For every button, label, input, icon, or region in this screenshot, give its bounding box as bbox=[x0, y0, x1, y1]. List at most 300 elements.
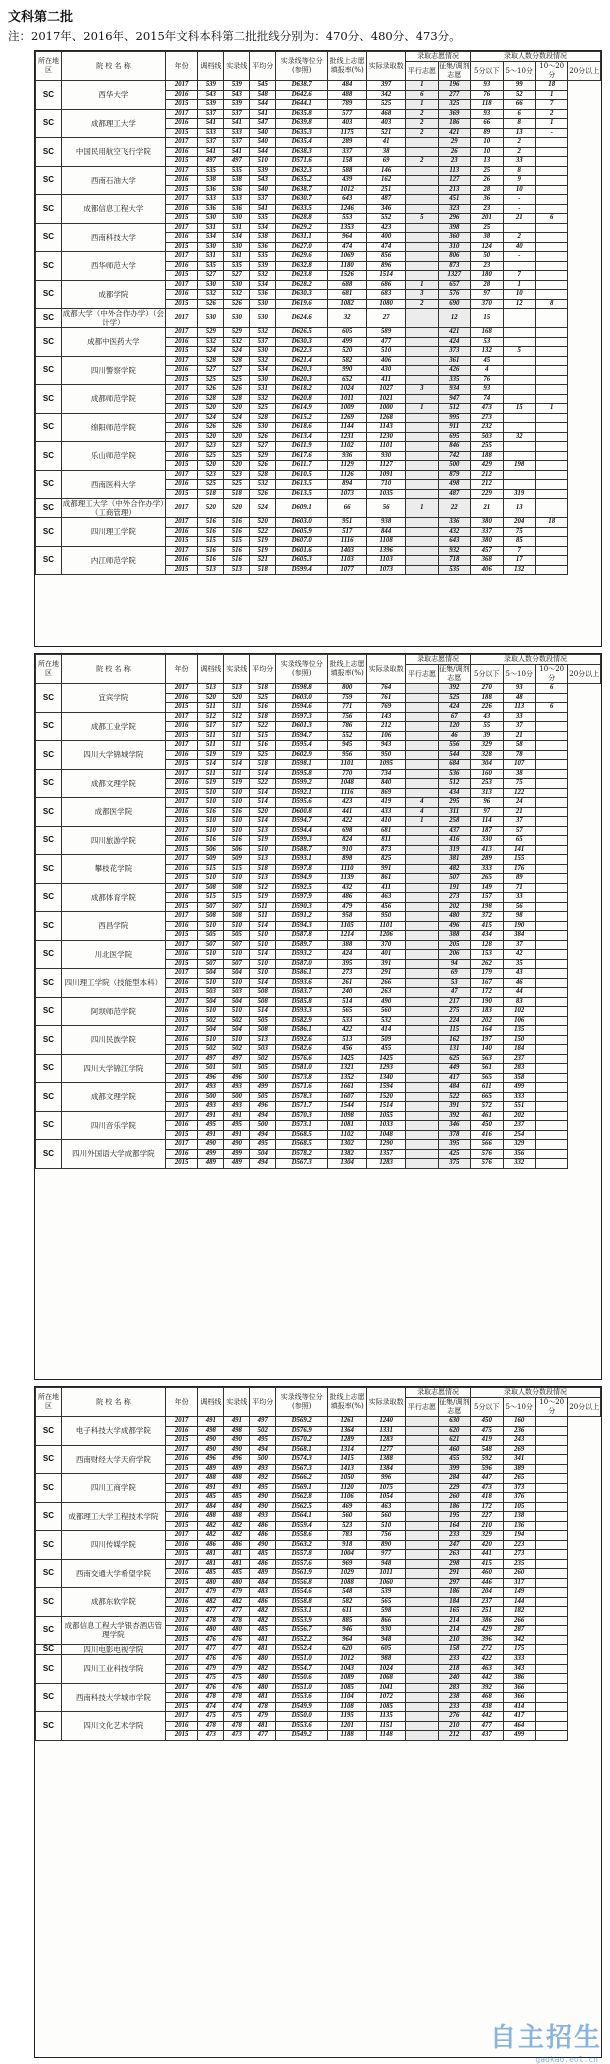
fill-rate-cell: 439 bbox=[328, 176, 367, 186]
actual-enrolled-cell: 1054 bbox=[367, 1493, 406, 1503]
fill-rate-cell: 894 bbox=[328, 480, 367, 490]
count-10-20-cell bbox=[535, 1607, 567, 1617]
count-below-5-cell: 576 bbox=[471, 1149, 503, 1159]
tiaodang-line-cell: 491 bbox=[198, 1483, 224, 1493]
count-below-5-cell: 548 bbox=[471, 1445, 503, 1455]
average-score-cell: 502 bbox=[250, 1054, 276, 1064]
count-10-20-cell bbox=[535, 461, 567, 471]
year-cell: 2015 bbox=[165, 299, 197, 309]
count-below-5-cell: 227 bbox=[471, 1512, 503, 1522]
solicit-volunteer-cell: 947 bbox=[438, 394, 470, 404]
shilu-line-cell: 507 bbox=[224, 940, 250, 950]
solicit-volunteer-cell: 115 bbox=[438, 1026, 470, 1036]
count-10-20-cell: 1 bbox=[535, 119, 567, 129]
header-parallel: 平行志愿 bbox=[406, 62, 438, 81]
tiaodang-line-cell: 477 bbox=[198, 1645, 224, 1655]
parallel-volunteer-cell bbox=[406, 1064, 438, 1074]
average-score-cell: 537 bbox=[250, 195, 276, 205]
parallel-volunteer-cell bbox=[406, 940, 438, 950]
count-5-10-cell: 42 bbox=[503, 950, 535, 960]
equivalent-score-cell: D628.2 bbox=[276, 280, 328, 290]
tiaodang-line-cell: 526 bbox=[198, 385, 224, 395]
count-below-5-cell: 164 bbox=[471, 1026, 503, 1036]
shilu-line-cell: 510 bbox=[224, 788, 250, 798]
count-5-10-cell: 99 bbox=[503, 81, 535, 91]
equivalent-score-cell: D573.8 bbox=[276, 1073, 328, 1083]
region-cell: SC bbox=[36, 1417, 62, 1446]
shilu-line-cell: 511 bbox=[224, 741, 250, 751]
count-below-5-cell: 28 bbox=[471, 280, 503, 290]
average-score-cell: 494 bbox=[250, 1445, 276, 1455]
shilu-line-cell: 511 bbox=[224, 731, 250, 741]
parallel-volunteer-cell bbox=[406, 1626, 438, 1636]
count-10-20-cell bbox=[535, 1597, 567, 1607]
shilu-line-cell: 508 bbox=[224, 883, 250, 893]
year-cell: 2016 bbox=[165, 90, 197, 100]
count-10-20-cell bbox=[535, 480, 567, 490]
year-cell: 2017 bbox=[165, 1655, 197, 1665]
count-10-20-cell bbox=[535, 527, 567, 537]
header-distribution-group: 录取人数分数段情况 bbox=[471, 655, 601, 665]
year-cell: 2017 bbox=[165, 826, 197, 836]
year-cell: 2015 bbox=[165, 731, 197, 741]
parallel-volunteer-cell bbox=[406, 366, 438, 376]
shilu-line-cell: 517 bbox=[224, 722, 250, 732]
equivalent-score-cell: D620.3 bbox=[276, 375, 328, 385]
year-cell: 2016 bbox=[165, 836, 197, 846]
tiaodang-line-cell: 485 bbox=[198, 1569, 224, 1579]
count-10-20-cell bbox=[535, 893, 567, 903]
parallel-volunteer-cell bbox=[406, 1436, 438, 1446]
tiaodang-line-cell: 536 bbox=[198, 185, 224, 195]
equivalent-score-cell: D594.3 bbox=[276, 921, 328, 931]
fill-rate-cell: 520 bbox=[328, 347, 367, 357]
count-5-10-cell: 341 bbox=[503, 1455, 535, 1465]
count-10-20-cell bbox=[535, 693, 567, 703]
tiaodang-line-cell: 517 bbox=[198, 722, 224, 732]
average-score-cell: 500 bbox=[250, 1455, 276, 1465]
shilu-line-cell: 508 bbox=[224, 912, 250, 922]
shilu-line-cell: 531 bbox=[224, 223, 250, 233]
actual-enrolled-cell: 1068 bbox=[367, 1674, 406, 1684]
actual-enrolled-cell: 291 bbox=[367, 969, 406, 979]
average-score-cell: 518 bbox=[250, 760, 276, 770]
solicit-volunteer-cell: 421 bbox=[438, 328, 470, 338]
header-actual-enrolled: 实际录取数 bbox=[367, 52, 406, 81]
shilu-line-cell: 477 bbox=[224, 1645, 250, 1655]
fill-rate-cell: 1029 bbox=[328, 1569, 367, 1579]
parallel-volunteer-cell bbox=[406, 527, 438, 537]
equivalent-score-cell: D629.6 bbox=[276, 252, 328, 262]
equivalent-score-cell: D594.6 bbox=[276, 703, 328, 713]
fill-rate-cell: 499 bbox=[328, 337, 367, 347]
average-score-cell: 481 bbox=[250, 1721, 276, 1731]
tiaodang-line-cell: 476 bbox=[198, 1635, 224, 1645]
count-10-20-cell bbox=[535, 1655, 567, 1665]
shilu-line-cell: 515 bbox=[224, 864, 250, 874]
fill-rate-cell: 1081 bbox=[328, 1121, 367, 1131]
average-score-cell: 514 bbox=[250, 769, 276, 779]
shilu-line-cell: 490 bbox=[224, 1445, 250, 1455]
count-5-10-cell: 33 bbox=[503, 893, 535, 903]
fill-rate-cell: 652 bbox=[328, 375, 367, 385]
count-below-5-cell: 429 bbox=[471, 1626, 503, 1636]
count-10-20-cell bbox=[535, 1588, 567, 1598]
average-score-cell: 513 bbox=[250, 874, 276, 884]
equivalent-score-cell: D632.3 bbox=[276, 166, 328, 176]
average-score-cell: 515 bbox=[250, 731, 276, 741]
shilu-line-cell: 516 bbox=[224, 518, 250, 528]
solicit-volunteer-cell: 260 bbox=[438, 1493, 470, 1503]
solicit-volunteer-cell: 455 bbox=[438, 1455, 470, 1465]
count-5-10-cell: 132 bbox=[503, 565, 535, 575]
count-10-20-cell bbox=[535, 423, 567, 433]
equivalent-score-cell: D590.3 bbox=[276, 902, 328, 912]
count-below-5-cell: 477 bbox=[471, 1721, 503, 1731]
actual-enrolled-cell: 1035 bbox=[367, 489, 406, 499]
table-row bbox=[36, 1616, 601, 1626]
count-5-10-cell bbox=[503, 261, 535, 271]
count-below-5-cell: 50 bbox=[471, 252, 503, 262]
count-below-5-cell: 10 bbox=[471, 138, 503, 148]
actual-enrolled-cell: 162 bbox=[367, 176, 406, 186]
solicit-volunteer-cell: 165 bbox=[438, 1607, 470, 1617]
actual-enrolled-cell: 1085 bbox=[367, 1702, 406, 1712]
average-score-cell: 495 bbox=[250, 1140, 276, 1150]
parallel-volunteer-cell bbox=[406, 233, 438, 243]
count-below-5-cell: 457 bbox=[471, 546, 503, 556]
average-score-cell: 534 bbox=[250, 366, 276, 376]
average-score-cell: 510 bbox=[250, 940, 276, 950]
count-5-10-cell: 13 bbox=[503, 128, 535, 138]
equivalent-score-cell: D552.4 bbox=[276, 1645, 328, 1655]
region-cell: SC bbox=[36, 1616, 62, 1645]
shilu-line-cell: 491 bbox=[224, 1130, 250, 1140]
count-10-20-cell bbox=[535, 1712, 567, 1722]
tiaodang-line-cell: 475 bbox=[198, 1712, 224, 1722]
shilu-line-cell: 506 bbox=[224, 845, 250, 855]
count-below-5-cell: 442 bbox=[471, 1674, 503, 1684]
parallel-volunteer-cell: 5 bbox=[406, 214, 438, 224]
shilu-line-cell: 489 bbox=[224, 1464, 250, 1474]
actual-enrolled-cell: 1060 bbox=[367, 1578, 406, 1588]
shilu-line-cell: 484 bbox=[224, 1502, 250, 1512]
count-below-5-cell: 380 bbox=[471, 537, 503, 547]
count-10-20-cell bbox=[535, 836, 567, 846]
solicit-volunteer-cell: 23 bbox=[438, 157, 470, 167]
fill-rate-cell: 474 bbox=[328, 242, 367, 252]
equivalent-score-cell: D592.5 bbox=[276, 883, 328, 893]
tiaodang-line-cell: 543 bbox=[198, 90, 224, 100]
fill-rate-cell: 1012 bbox=[328, 1655, 367, 1665]
parallel-volunteer-cell bbox=[406, 997, 438, 1007]
count-below-5-cell: 229 bbox=[471, 489, 503, 499]
header-region: 所在地区 bbox=[36, 655, 62, 684]
count-below-5-cell: 565 bbox=[471, 1073, 503, 1083]
header-parallel: 平行志愿 bbox=[406, 665, 438, 684]
equivalent-score-cell: D562.5 bbox=[276, 1502, 328, 1512]
count-below-5-cell: 93 bbox=[471, 81, 503, 91]
header-5-10: 5～10分 bbox=[503, 665, 535, 684]
actual-enrolled-cell: 1277 bbox=[367, 1445, 406, 1455]
header-shilu: 实录线 bbox=[224, 655, 250, 684]
actual-enrolled-cell: 414 bbox=[367, 1026, 406, 1036]
school-name: 四川理工学院 bbox=[61, 518, 165, 547]
parallel-volunteer-cell bbox=[406, 185, 438, 195]
count-below-5-cell: 89 bbox=[471, 128, 503, 138]
fill-rate-cell: 1304 bbox=[328, 1159, 367, 1169]
fill-rate-cell: 771 bbox=[328, 703, 367, 713]
solicit-volunteer-cell: 191 bbox=[438, 883, 470, 893]
region-cell: SC bbox=[36, 940, 62, 969]
year-cell: 2017 bbox=[165, 1616, 197, 1626]
solicit-volunteer-cell: 361 bbox=[438, 356, 470, 366]
shilu-line-cell: 473 bbox=[224, 1731, 250, 1741]
equivalent-score-cell: D558.6 bbox=[276, 1531, 328, 1541]
equivalent-score-cell: D571.6 bbox=[276, 1083, 328, 1093]
school-name: 西南医科大学 bbox=[61, 470, 165, 499]
actual-enrolled-cell: 1283 bbox=[367, 1159, 406, 1169]
fill-rate-cell: 1403 bbox=[328, 546, 367, 556]
year-cell: 2017 bbox=[165, 798, 197, 808]
fill-rate-cell: 910 bbox=[328, 845, 367, 855]
tiaodang-line-cell: 488 bbox=[198, 1512, 224, 1522]
equivalent-score-cell: D562.8 bbox=[276, 1493, 328, 1503]
fill-rate-cell: 388 bbox=[328, 940, 367, 950]
count-5-10-cell: 283 bbox=[503, 1064, 535, 1074]
region-cell: SC bbox=[36, 546, 62, 575]
actual-enrolled-cell: 1041 bbox=[367, 1683, 406, 1693]
count-5-10-cell: 46 bbox=[503, 978, 535, 988]
year-cell: 2016 bbox=[165, 807, 197, 817]
average-score-cell: 532 bbox=[250, 480, 276, 490]
table-row bbox=[36, 712, 601, 722]
school-name: 成都文理学院 bbox=[61, 1083, 165, 1112]
parallel-volunteer-cell: 2 bbox=[406, 157, 438, 167]
count-below-5-cell: 197 bbox=[471, 1035, 503, 1045]
actual-enrolled-cell: 401 bbox=[367, 950, 406, 960]
count-5-10-cell bbox=[503, 337, 535, 347]
shilu-line-cell: 485 bbox=[224, 1569, 250, 1579]
shilu-line-cell: 490 bbox=[224, 1436, 250, 1446]
fill-rate-cell: 946 bbox=[328, 1626, 367, 1636]
shilu-line-cell: 534 bbox=[224, 233, 250, 243]
equivalent-score-cell: D587.0 bbox=[276, 959, 328, 969]
year-cell: 2015 bbox=[165, 1521, 197, 1531]
year-cell: 2016 bbox=[165, 1569, 197, 1579]
count-below-5-cell: 124 bbox=[471, 242, 503, 252]
fill-rate-cell: 824 bbox=[328, 836, 367, 846]
count-10-20-cell bbox=[535, 252, 567, 262]
fill-rate-cell: 1069 bbox=[328, 252, 367, 262]
count-5-10-cell: 122 bbox=[503, 788, 535, 798]
actual-enrolled-cell: 764 bbox=[367, 684, 406, 694]
equivalent-score-cell: D564.1 bbox=[276, 1512, 328, 1522]
count-5-10-cell: 6 bbox=[503, 109, 535, 119]
actual-enrolled-cell: 1148 bbox=[367, 1731, 406, 1741]
year-cell: 2017 bbox=[165, 1645, 197, 1655]
school-name: 成都体育学院 bbox=[61, 883, 165, 912]
tiaodang-line-cell: 505 bbox=[198, 931, 224, 941]
header-fill-rate: 批线上志愿填报率(%) bbox=[328, 655, 367, 684]
average-score-cell: 544 bbox=[250, 100, 276, 110]
solicit-volunteer-cell: 879 bbox=[438, 470, 470, 480]
shilu-line-cell: 478 bbox=[224, 1616, 250, 1626]
year-cell: 2017 bbox=[165, 166, 197, 176]
fill-rate-cell: 403 bbox=[328, 119, 367, 129]
fill-rate-cell: 1195 bbox=[328, 1712, 367, 1722]
shilu-line-cell: 488 bbox=[224, 1512, 250, 1522]
average-score-cell: 480 bbox=[250, 1674, 276, 1684]
tiaodang-line-cell: 502 bbox=[198, 1045, 224, 1055]
school-name: 阿坝师范学院 bbox=[61, 997, 165, 1026]
count-5-10-cell: 373 bbox=[503, 1483, 535, 1493]
actual-enrolled-cell: 950 bbox=[367, 750, 406, 760]
average-score-cell: 530 bbox=[250, 423, 276, 433]
shilu-line-cell: 536 bbox=[224, 204, 250, 214]
tiaodang-line-cell: 513 bbox=[198, 565, 224, 575]
fill-rate-cell: 1353 bbox=[328, 223, 367, 233]
count-below-5-cell: 576 bbox=[471, 1159, 503, 1169]
equivalent-score-cell: D569.2 bbox=[276, 1417, 328, 1427]
solicit-volunteer-cell: 437 bbox=[438, 826, 470, 836]
count-10-20-cell bbox=[535, 969, 567, 979]
tiaodang-line-cell: 538 bbox=[198, 176, 224, 186]
fill-rate-cell: 1077 bbox=[328, 565, 367, 575]
count-10-20-cell bbox=[535, 826, 567, 836]
count-10-20-cell bbox=[535, 385, 567, 395]
solicit-volunteer-cell: 482 bbox=[438, 864, 470, 874]
parallel-volunteer-cell bbox=[406, 423, 438, 433]
actual-enrolled-cell: 1072 bbox=[367, 1693, 406, 1703]
tiaodang-line-cell: 514 bbox=[198, 760, 224, 770]
shilu-line-cell: 523 bbox=[224, 442, 250, 452]
solicit-volunteer-cell: 113 bbox=[438, 166, 470, 176]
average-score-cell: 525 bbox=[250, 750, 276, 760]
fill-rate-cell: 1144 bbox=[328, 423, 367, 433]
school-name: 宜宾学院 bbox=[61, 684, 165, 713]
parallel-volunteer-cell: 2 bbox=[406, 128, 438, 138]
equivalent-score-cell: D630.3 bbox=[276, 337, 328, 347]
equivalent-score-cell: D576.6 bbox=[276, 1054, 328, 1064]
region-cell: SC bbox=[36, 1588, 62, 1617]
table-row bbox=[36, 1502, 601, 1512]
fill-rate-cell: 945 bbox=[328, 741, 367, 751]
table-row bbox=[36, 546, 601, 556]
equivalent-score-cell: D593.6 bbox=[276, 978, 328, 988]
school-name: 乐山师范学院 bbox=[61, 442, 165, 471]
actual-enrolled-cell: 1283 bbox=[367, 1436, 406, 1446]
count-below-5-cell: 370 bbox=[471, 299, 503, 309]
school-name: 成都师范学院 bbox=[61, 385, 165, 414]
actual-enrolled-cell: 1033 bbox=[367, 1121, 406, 1131]
solicit-volunteer-cell: 657 bbox=[438, 280, 470, 290]
shilu-line-cell: 499 bbox=[224, 1149, 250, 1159]
count-below-5-cell: 473 bbox=[471, 1483, 503, 1493]
year-cell: 2016 bbox=[165, 1064, 197, 1074]
average-score-cell: 494 bbox=[250, 1130, 276, 1140]
parallel-volunteer-cell bbox=[406, 1054, 438, 1064]
tiaodang-line-cell: 510 bbox=[198, 950, 224, 960]
tiaodang-line-cell: 493 bbox=[198, 1102, 224, 1112]
count-below-5-cell: 429 bbox=[471, 461, 503, 471]
table-row bbox=[36, 356, 601, 366]
count-10-20-cell bbox=[535, 731, 567, 741]
shilu-line-cell: 507 bbox=[224, 959, 250, 969]
solicit-volunteer-cell: 46 bbox=[438, 731, 470, 741]
parallel-volunteer-cell: 1 bbox=[406, 404, 438, 414]
year-cell: 2017 bbox=[165, 328, 197, 338]
year-cell: 2016 bbox=[165, 1693, 197, 1703]
count-below-5-cell: 66 bbox=[471, 119, 503, 129]
solicit-volunteer-cell: 360 bbox=[438, 233, 470, 243]
header-5-10: 5～10分 bbox=[503, 62, 535, 81]
equivalent-score-cell: D605.3 bbox=[276, 556, 328, 566]
average-score-cell: 490 bbox=[250, 1493, 276, 1503]
tiaodang-line-cell: 541 bbox=[198, 147, 224, 157]
fill-rate-cell: 898 bbox=[328, 855, 367, 865]
equivalent-score-cell: D613.4 bbox=[276, 432, 328, 442]
year-cell: 2016 bbox=[165, 527, 197, 537]
header-above-20: 20分以上 bbox=[568, 665, 601, 684]
count-5-10-cell: 237 bbox=[503, 1054, 535, 1064]
shilu-line-cell: 528 bbox=[224, 394, 250, 404]
actual-enrolled-cell: 463 bbox=[367, 893, 406, 903]
average-score-cell: 495 bbox=[250, 1483, 276, 1493]
solicit-volunteer-cell: 421 bbox=[438, 128, 470, 138]
table-row bbox=[36, 1588, 601, 1598]
actual-enrolled-cell: 856 bbox=[367, 252, 406, 262]
count-5-10-cell bbox=[503, 356, 535, 366]
count-10-20-cell: 7 bbox=[535, 100, 567, 110]
actual-enrolled-cell: 890 bbox=[367, 1540, 406, 1550]
count-5-10-cell: 175 bbox=[503, 1645, 535, 1655]
count-below-5-cell: 201 bbox=[471, 214, 503, 224]
header-school: 院 校 名 称 bbox=[61, 52, 165, 81]
tiaodang-line-cell: 525 bbox=[198, 480, 224, 490]
year-cell: 2015 bbox=[165, 902, 197, 912]
fill-rate-cell: 1104 bbox=[328, 1693, 367, 1703]
fill-rate-cell: 789 bbox=[328, 100, 367, 110]
parallel-volunteer-cell bbox=[406, 1102, 438, 1112]
actual-enrolled-cell: 1594 bbox=[367, 1083, 406, 1093]
tiaodang-line-cell: 476 bbox=[198, 1655, 224, 1665]
fill-rate-cell: 1314 bbox=[328, 1445, 367, 1455]
count-10-20-cell bbox=[535, 280, 567, 290]
year-cell: 2017 bbox=[165, 1111, 197, 1121]
tiaodang-line-cell: 520 bbox=[198, 432, 224, 442]
solicit-volunteer-cell: 369 bbox=[438, 109, 470, 119]
parallel-volunteer-cell bbox=[406, 1035, 438, 1045]
average-score-cell: 516 bbox=[250, 741, 276, 751]
region-cell: SC bbox=[36, 470, 62, 499]
actual-enrolled-cell: 411 bbox=[367, 375, 406, 385]
fill-rate-cell: 523 bbox=[328, 1521, 367, 1531]
equivalent-score-cell: D551.0 bbox=[276, 1655, 328, 1665]
count-below-5-cell: 10 bbox=[471, 147, 503, 157]
region-cell: SC bbox=[36, 912, 62, 941]
parallel-volunteer-cell bbox=[406, 1493, 438, 1503]
year-cell: 2015 bbox=[165, 489, 197, 499]
count-5-10-cell bbox=[503, 451, 535, 461]
fill-rate-cell: 885 bbox=[328, 1616, 367, 1626]
actual-enrolled-cell: 683 bbox=[367, 290, 406, 300]
parallel-volunteer-cell bbox=[406, 722, 438, 732]
tiaodang-line-cell: 520 bbox=[198, 499, 224, 518]
region-cell: SC bbox=[36, 109, 62, 138]
count-below-5-cell: 415 bbox=[471, 1559, 503, 1569]
average-score-cell: 496 bbox=[250, 1102, 276, 1112]
